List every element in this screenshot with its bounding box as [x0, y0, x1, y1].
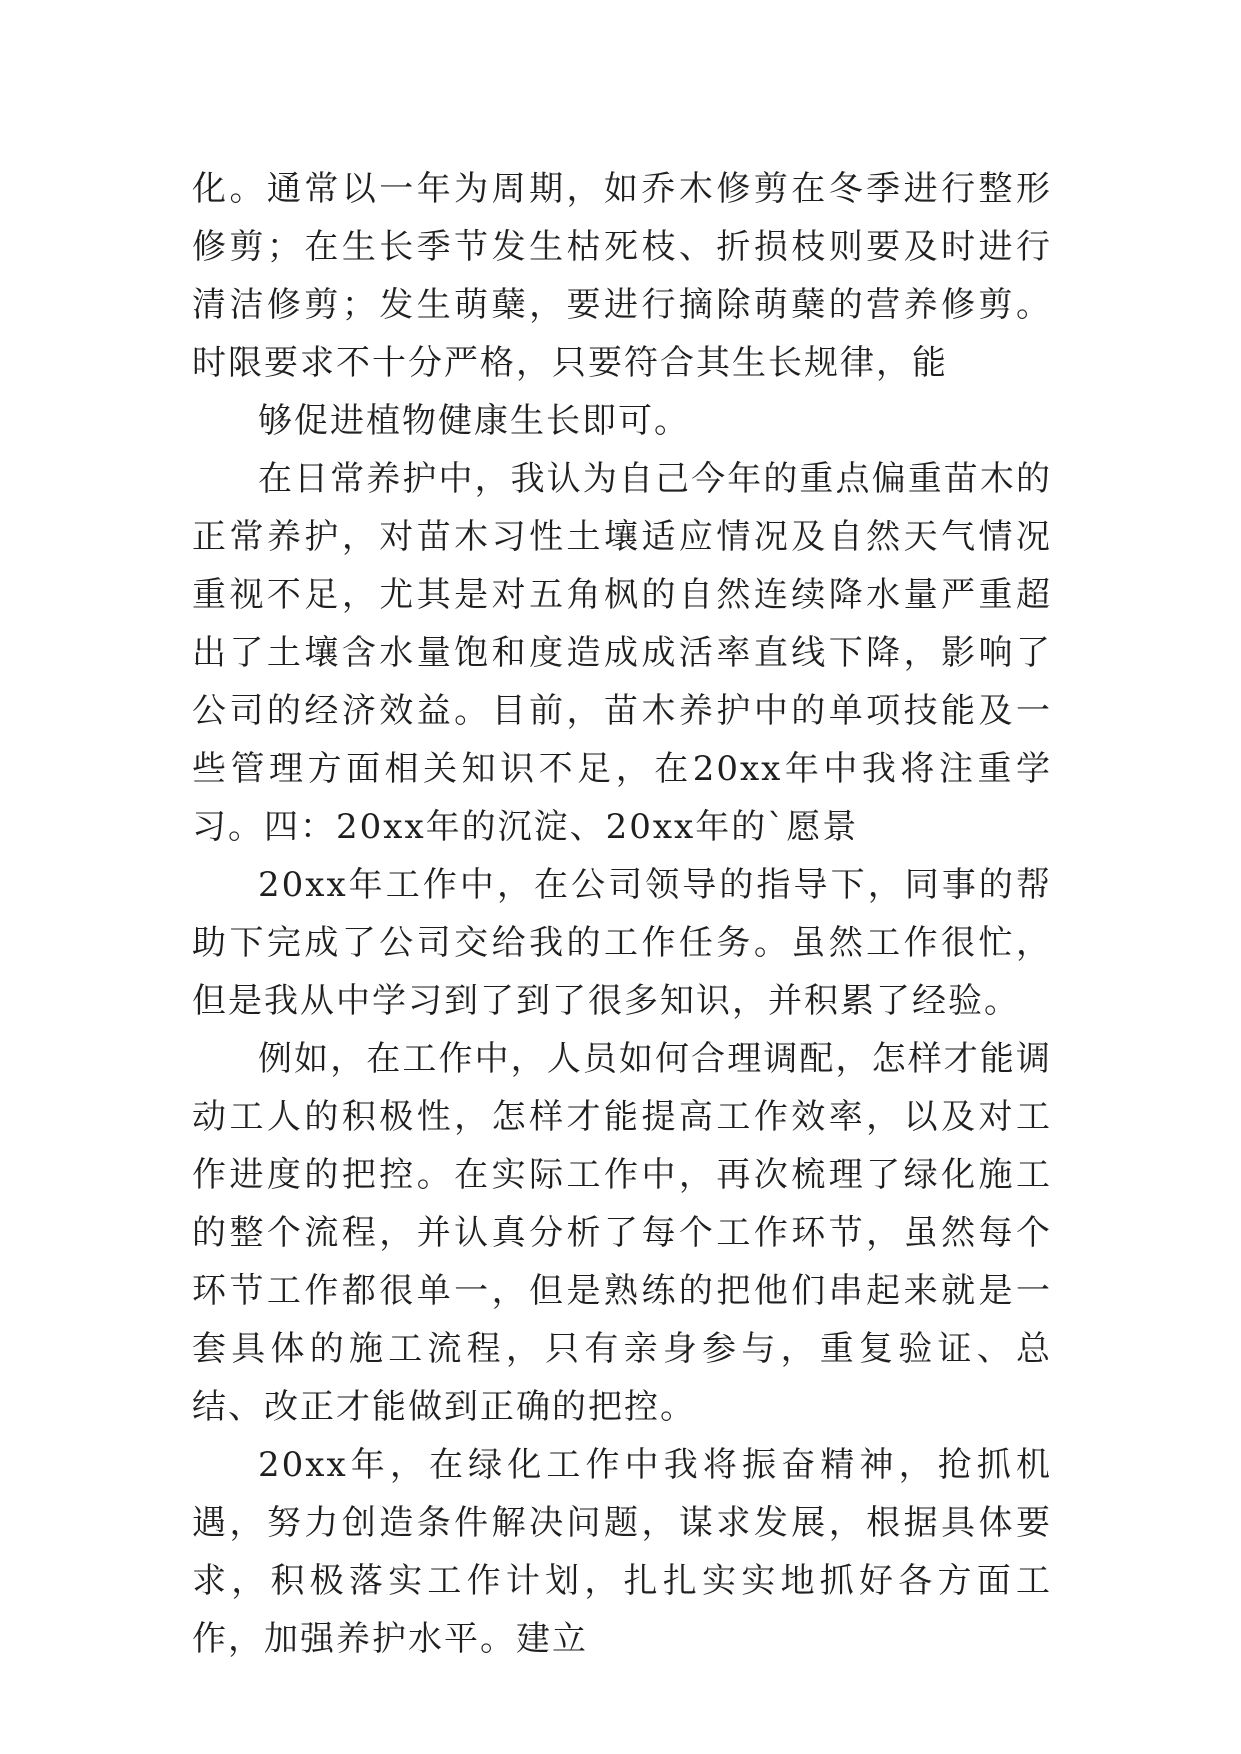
- paragraph: 在日常养护中，我认为自己今年的重点偏重苗木的正常养护，对苗木习性土壤适应情况及自然天气情况重视不足，尤其是对五角枫的自然连续降水量严重超出了土壤含水量饱和度造成成活率直线下降，影响了公司的经济效益。目前，苗木养护中的单项技能及一些管理方面相关知识不足，在20xx年中我将注重学习。四：20xx年的沉淀、20xx年的`愿景: [192, 459, 1052, 847]
- paragraph: 例如，在工作中，人员如何合理调配，怎样才能调动工人的积极性，怎样才能提高工作效率，以及对工作进度的把控。在实际工作中，再次梳理了绿化施工的整个流程，并认真分析了每个工作环节，虽然每个环节工作都很单一，但是熟练的把他们串起来就是一套具体的施工流程，只有亲身参与，重复验证、总结、改正才能做到正确的把控。: [192, 1039, 1052, 1427]
- body-text: [192, 160, 1052, 1668]
- paragraph: 化。通常以一年为周期，如乔木修剪在冬季进行整形修剪；在生长季节发生枯死枝、折损枝则要及时进行清洁修剪；发生萌蘖，要进行摘除萌蘖的营养修剪。时限要求不十分严格，只要符合其生长规律，能: [192, 169, 1052, 383]
- paragraph: 够促进植物健康生长即可。: [258, 401, 690, 441]
- paragraph: 20xx年工作中，在公司领导的指导下，同事的帮助下完成了公司交给我的工作任务。虽然工作很忙，但是我从中学习到了到了很多知识，并积累了经验。: [192, 865, 1052, 1021]
- paragraph: 20xx年，在绿化工作中我将振奋精神，抢抓机遇，努力创造条件解决问题，谋求发展，根据具体要求，积极落实工作计划，扎扎实实地抓好各方面工作，加强养护水平。建立: [192, 1445, 1052, 1659]
